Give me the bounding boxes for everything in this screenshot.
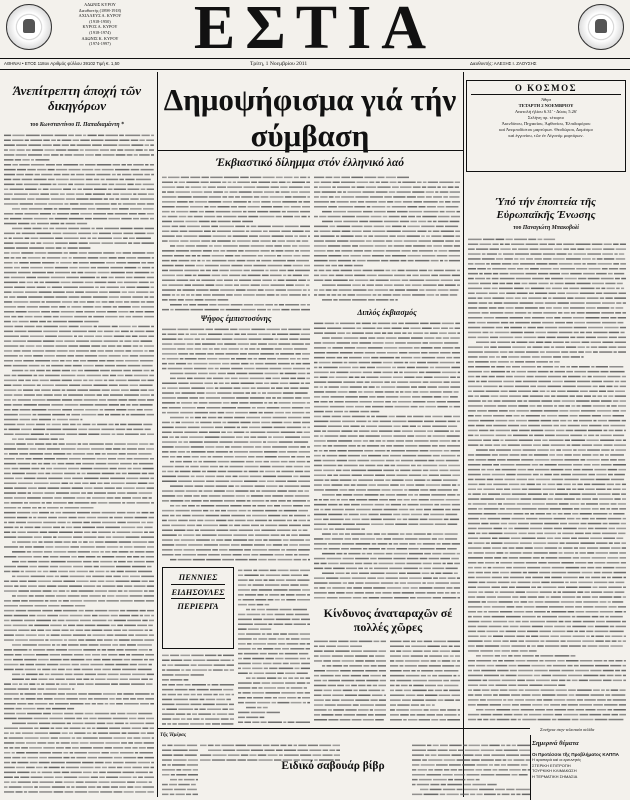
bottom-body-top: [200, 742, 340, 762]
edition-number: ΑΘΗΝΑΙ • ΕΤΟΣ 118ον Αριθμός φύλλου 39102 Τιμή €. 1,50: [4, 61, 120, 66]
kosmos-names-more2: καί έγγονίου, τῶν ἐν Λίγονόμ μαρτύρων.: [508, 133, 584, 138]
brief-line: ΠΕΡΙΕΡΓΑ: [177, 601, 219, 611]
main-article-body-col2a: [314, 174, 460, 304]
issue-date: Τρίτη, 1 Νοεμβρίου 2011: [250, 61, 308, 67]
newspaper-title: ΕΣΤΙΑ: [193, 0, 437, 62]
todays-topics-label: Σημερινά θέματα: [532, 740, 579, 747]
kosmos-title: Ο ΚΟΣΜΟΣ: [471, 83, 621, 95]
left-seal-emblem: [6, 4, 52, 50]
right-article-body: [468, 236, 626, 724]
main-article-body-col1a: [162, 174, 310, 312]
director-credit: Διευθυντής: ΑΛΕΞΗΣ Ι. ΖΑΟΥΣΗΣ: [470, 61, 537, 66]
brief-line: ΠΕΝΝΙΕΣ: [171, 572, 225, 585]
second-article-headline: Κίνδυνος άναταραχῶν σέ πολλές χῶρες: [323, 606, 453, 634]
left-article-body: [4, 132, 154, 797]
kosmos-sun: Ανατολή ήλίου 6.31' - Δύσις 5.26': [514, 109, 578, 114]
main-article-body-col2b: [314, 320, 460, 600]
todays-topics-list: [532, 752, 628, 779]
continued-label: Συνέχεια στην τελευταία σελίδα: [540, 727, 595, 732]
column-tis-imeras: Τῆς Ήμέρας: [160, 733, 187, 738]
topics-heading: Οι Προτέσσοι τῆς Προβλήματος ΚΑΠΠΑ: [532, 752, 619, 757]
left-article-byline: του Κωνσταντίνου Π. Παπαδιαμάντη *: [30, 122, 124, 128]
brief-line: ΕΙΔΗΣΟΥΛΕΣ: [171, 587, 225, 600]
second-article-body-col1: [314, 638, 386, 726]
bottom-body-left: [162, 742, 198, 798]
kosmos-city: Άθηα: [541, 97, 551, 102]
topic-item: ΤΟΥΡΚΙΚΗ ΚΛΙΜΑΚΩΣΗ: [532, 768, 577, 774]
section-heading-trust-vote: Ψήφος έμπιστοσύνης: [200, 314, 272, 323]
kosmos-moon: Σελήνη πρ. τέταρτο: [527, 115, 565, 120]
kosmos-weather-box: [466, 80, 626, 172]
bottom-headline: Ειδικό σαβουάρ βίβρ: [281, 760, 385, 772]
brief-box: [162, 567, 234, 649]
topic-item: Η αριστερά καί οι ερευνητές: [532, 757, 582, 763]
topic-item: Η ΤΕΡΜΑΤΙΚΗ ΣΗΜΑΣΙΑ: [532, 773, 578, 779]
column-rule-right: [463, 72, 464, 797]
second-article-body-col2: [390, 638, 460, 726]
bottom-body-right: [412, 742, 530, 798]
main-subheadline: Έκβιαστικό δίλημμα στόν έλληνικό λαό: [215, 157, 405, 169]
kosmos-date: ΤΕΤΑΡΤΗ 2 ΝΟΕΜΒΡΙΟΥ: [518, 103, 574, 108]
column-rule-left: [157, 72, 158, 797]
bottom-right-rule: [530, 735, 531, 800]
section-heading-double-blackmail: Διπλός έκβιασμός: [357, 308, 417, 317]
topic-item: ΣΤΕΡΙΚΗ ΕΠΙΤΡΟΠΗ: [532, 762, 571, 768]
brief-body: [162, 652, 234, 726]
left-article-headline: Άνεπίτρεπτη άποχή τῶν δικηγόρων: [12, 83, 142, 113]
bottom-strip-rule: [158, 728, 530, 729]
main-headline: Δημοψήφισμα γιά τήν σύμβαση: [163, 82, 457, 153]
kosmos-names: Άκινδύνου, Πηγασίου, Άφθονίου, Έλπιδοφόρου: [501, 121, 591, 126]
right-article-byline: του Παναγιώτη Μπακοβολί: [513, 225, 579, 231]
founders-list: ΑΔΩΝΙΣ ΚΥΡΟΥ Διευθυντής (1898-1918) ΑΧΙΛΛΕΥΣ Α. ΚΥΡΟΥ (1918-1950) ΚΥΡΟΣ Α. ΚΥΡΟΥ (1918-1974) ΑΔΩΝΙΣ Κ. ΚΥΡΟΥ (1974-1997): [78, 2, 122, 47]
kosmos-names-more: καί Άνεμποδίστου μαρτύρων. Θεοδώρου, Δομέσμο: [499, 127, 593, 132]
brief-body-col2: [238, 567, 310, 726]
right-seal-emblem: [578, 4, 624, 50]
edition-info-bar: [0, 58, 630, 70]
main-article-body-col1b: [162, 326, 310, 564]
right-article-headline: Ύπό τήν έποπτεία τῆς Εὐρωπαϊκῆς Ένωσης: [496, 196, 596, 221]
